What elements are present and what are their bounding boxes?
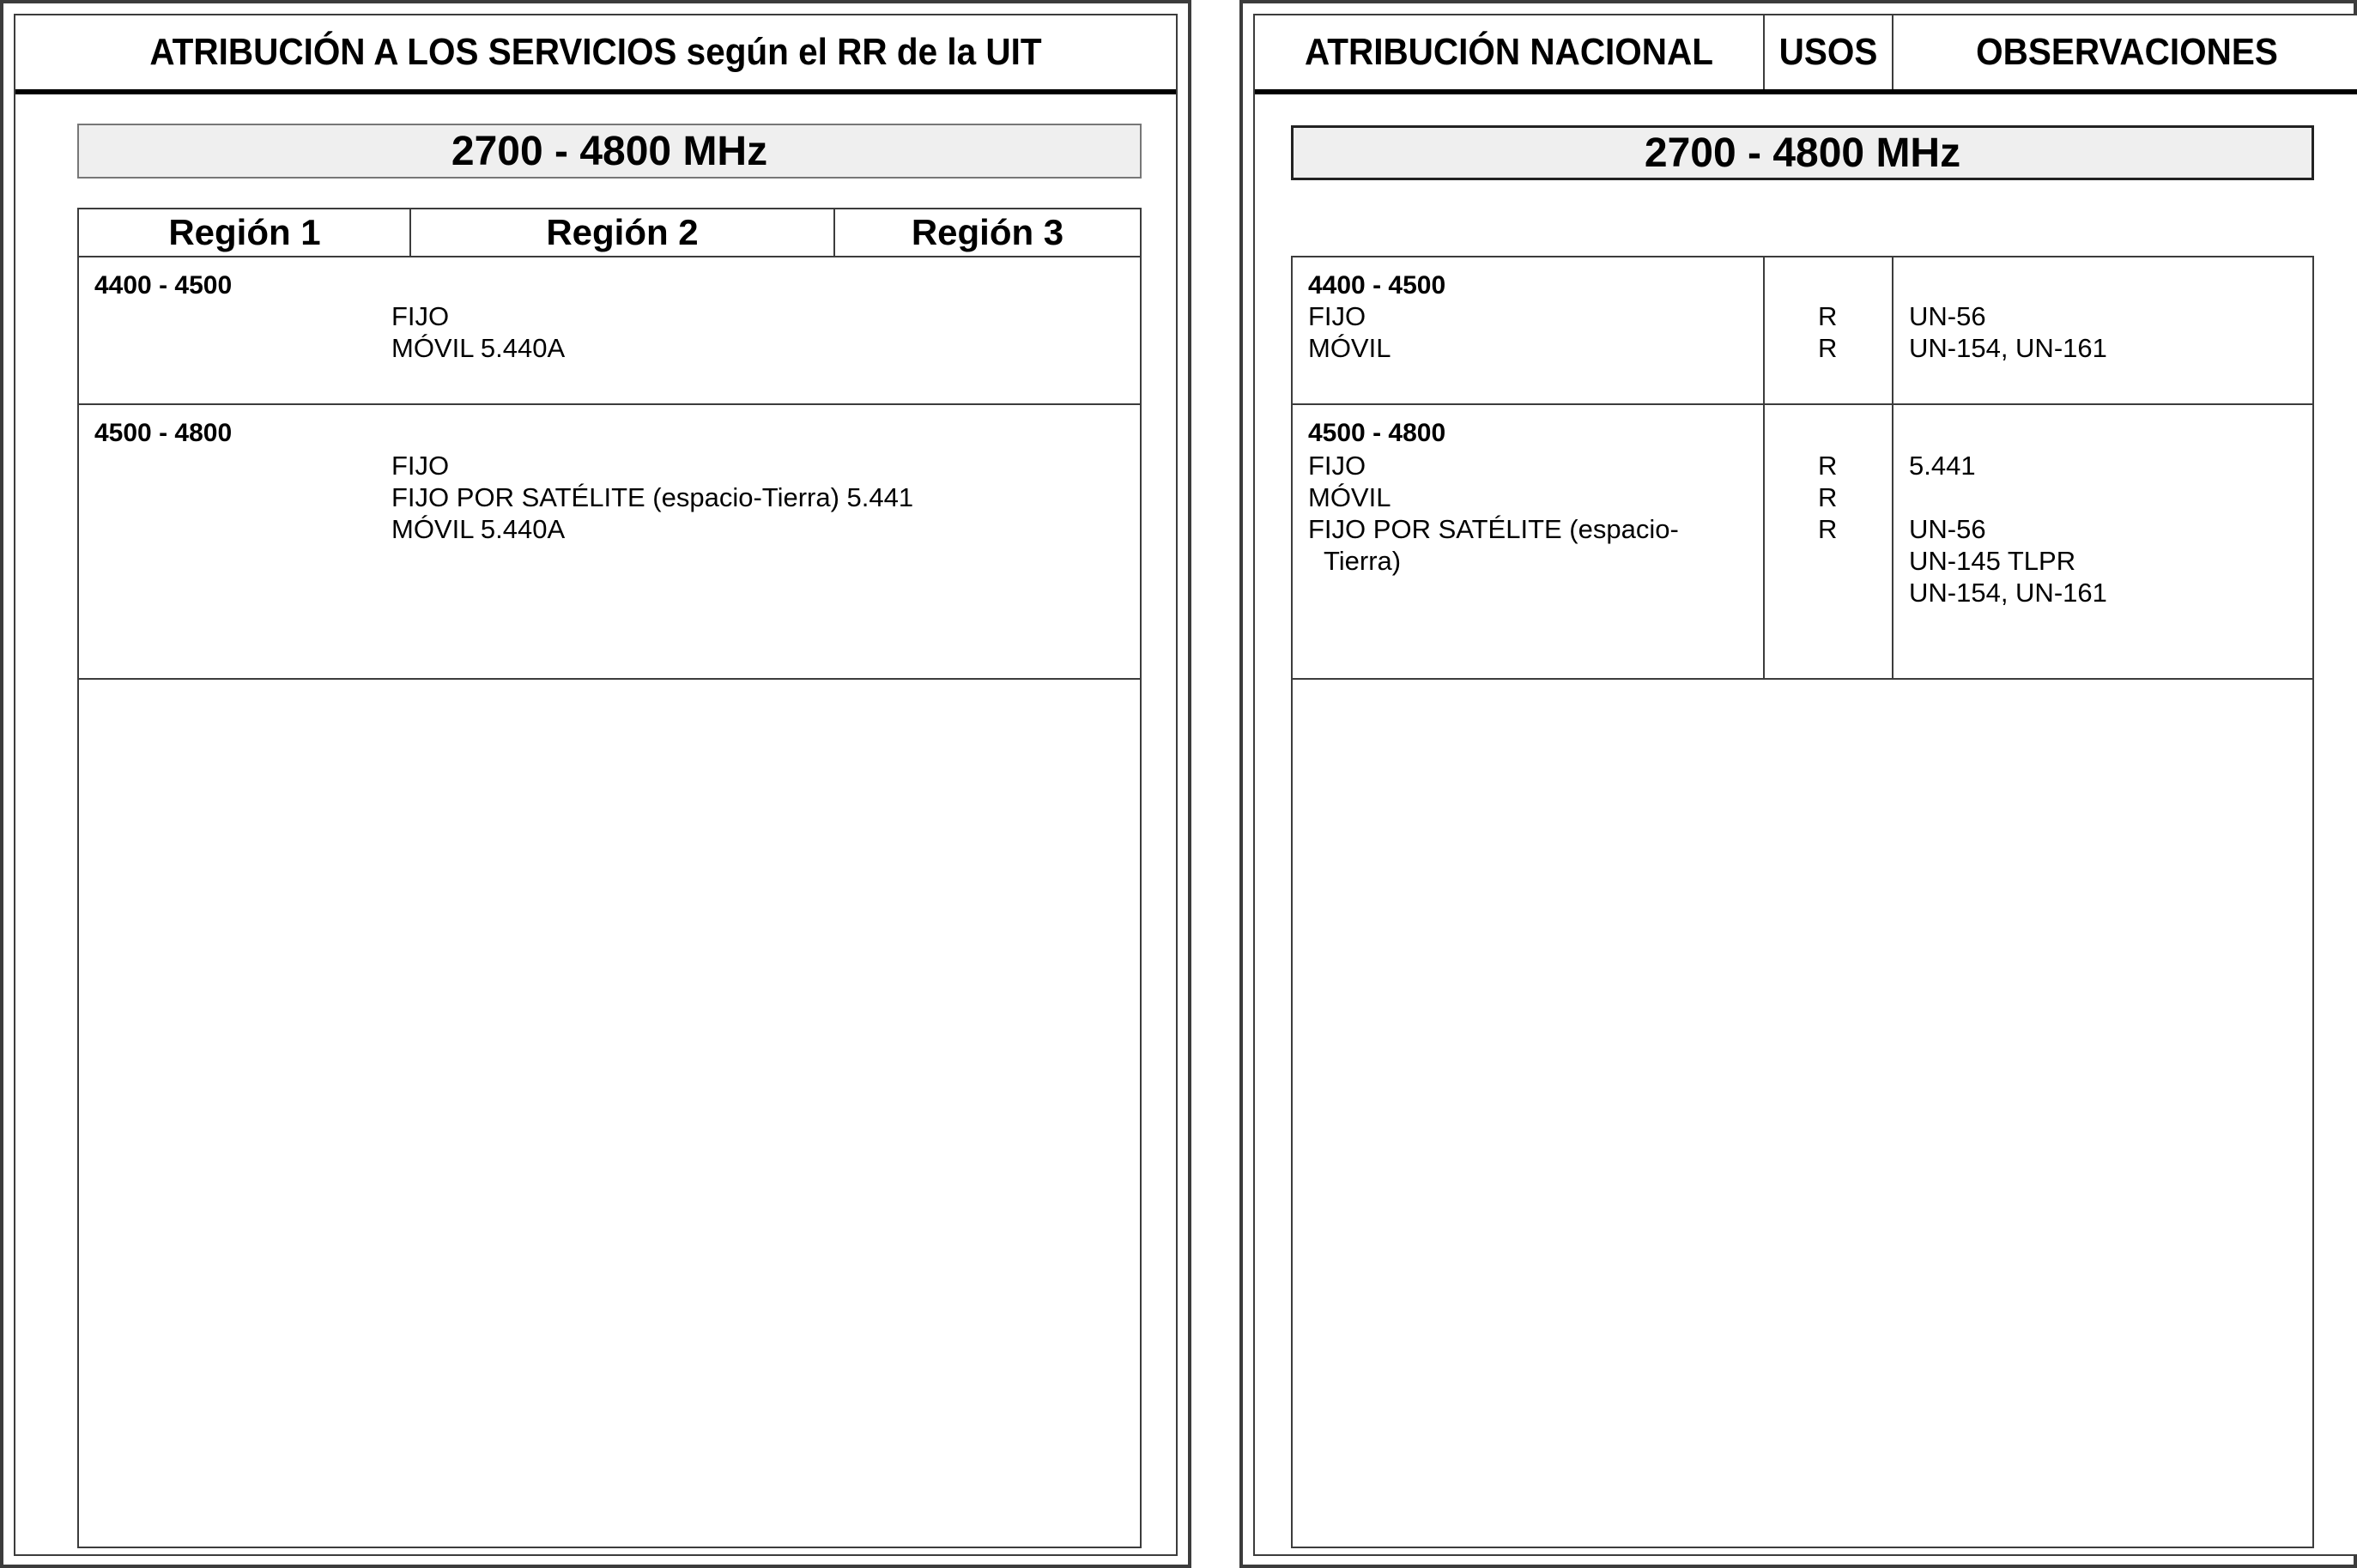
table-row	[79, 405, 1140, 680]
national-allocation-frame	[1253, 14, 2357, 1556]
service-line: FIJO	[391, 451, 450, 481]
service-line: FIJO	[1308, 301, 1366, 331]
header-divider	[1763, 15, 1765, 89]
region-1-header: Región 1	[168, 212, 321, 252]
itu-allocation-frame	[14, 14, 1178, 1556]
observation: UN-154, UN-161	[1909, 333, 2107, 363]
observation: UN-56	[1909, 514, 1986, 544]
national-header-title: ATRIBUCIÓN NACIONAL	[1305, 31, 1713, 73]
usage-code: R	[1818, 514, 1838, 544]
national-band-title: 2700 - 4800 MHz	[1291, 125, 2314, 180]
region-2-header: Región 2	[546, 212, 699, 252]
national-header	[1255, 15, 2357, 94]
national-allocation-table	[1291, 256, 2314, 1548]
table-row	[1293, 405, 2312, 680]
region-header-row	[79, 209, 1140, 257]
itu-header-title: ATRIBUCIÓN A LOS SERVICIOS según el RR de la UIT	[149, 31, 1042, 73]
region-3-header: Región 3	[911, 212, 1064, 252]
header-divider	[1892, 15, 1893, 89]
observaciones-header: OBSERVACIONES	[1976, 31, 2278, 73]
table-row	[79, 257, 1140, 405]
usage-code: R	[1818, 451, 1838, 481]
service-line: MÓVIL 5.440A	[391, 333, 566, 363]
service-line: MÓVIL	[1308, 333, 1391, 363]
itu-band-title: 2700 - 4800 MHz	[77, 124, 1142, 179]
service-line: FIJO POR SATÉLITE (espacio-Tierra) 5.441	[391, 482, 914, 512]
service-line: MÓVIL 5.440A	[391, 514, 566, 544]
national-allocation-panel	[1239, 0, 2357, 1568]
frequency-range: 4400 - 4500	[94, 271, 233, 300]
service-line: MÓVIL	[1308, 482, 1391, 512]
usage-code: R	[1818, 482, 1838, 512]
service-line: FIJO POR SATÉLITE (espacio-	[1308, 514, 1679, 544]
frequency-range: 4400 - 4500	[1308, 271, 1446, 300]
service-line: FIJO	[391, 301, 450, 331]
observation: UN-56	[1909, 301, 1986, 331]
itu-allocation-table	[77, 208, 1142, 1548]
observation: UN-154, UN-161	[1909, 578, 2107, 608]
service-line: FIJO	[1308, 451, 1366, 481]
service-line: Tierra)	[1324, 546, 1402, 576]
usos-header: USOS	[1778, 31, 1878, 73]
observation: 5.441	[1909, 451, 1976, 481]
itu-header	[15, 15, 1176, 94]
usage-code: R	[1818, 333, 1838, 363]
frequency-range: 4500 - 4800	[1308, 419, 1446, 447]
frequency-range: 4500 - 4800	[94, 419, 233, 447]
usage-code: R	[1818, 301, 1838, 331]
observation: UN-145 TLPR	[1909, 546, 2076, 576]
table-row	[1293, 257, 2312, 405]
